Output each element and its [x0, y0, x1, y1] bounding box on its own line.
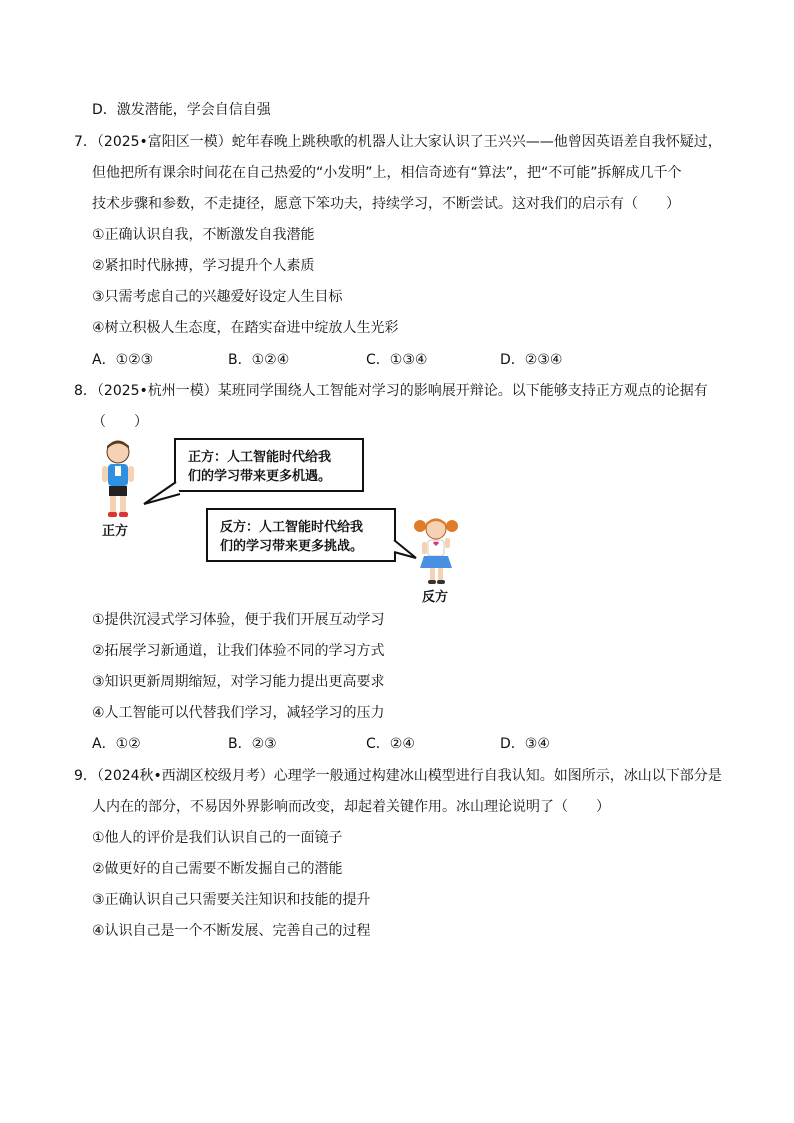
q7-option-c: C．①③④	[366, 352, 428, 368]
pro-label: 正方	[102, 524, 129, 539]
q7-item-4: ④树立积极人生态度，在踏实奋进中绽放人生光彩	[92, 320, 399, 336]
con-bubble-line1: 反方：人工智能时代给我	[220, 520, 364, 535]
q9-item-4: ④认识自己是一个不断发展、完善自己的过程	[92, 923, 371, 939]
q8-option-c: C．②④	[366, 736, 415, 752]
q9-item-2: ②做更好的自己需要不断发掘自己的潜能	[92, 861, 343, 877]
con-label: 反方	[422, 590, 449, 605]
q7-item-3: ③只需考虑自己的兴趣爱好设定人生目标	[92, 289, 343, 305]
q7-stem-line3: 技术步骤和参数，不走捷径，愿意下笨功夫，持续学习，不断尝试。这对我们的启示有（ ）	[92, 196, 680, 212]
q6-option-d: D．激发潜能，学会自信自强	[92, 102, 271, 118]
boy-illustration	[90, 438, 146, 522]
q9-item-1: ①他人的评价是我们认识自己的一面镜子	[92, 830, 343, 846]
q8-item-3: ③知识更新周期缩短，对学习能力提出更高要求	[92, 674, 385, 690]
q7-item-2: ②紧扣时代脉搏，学习提升个人素质	[92, 258, 315, 274]
pro-bubble-tail	[142, 480, 182, 506]
debate-figure	[90, 430, 450, 610]
pro-bubble-line1: 正方：人工智能时代给我	[188, 450, 332, 465]
q8-option-d: D．③④	[500, 736, 550, 752]
girl-illustration	[414, 516, 458, 588]
con-speech-bubble	[206, 508, 396, 562]
q7-option-b: B．①②④	[228, 352, 290, 368]
con-bubble-line2: 们的学习带来更多挑战。	[220, 539, 364, 554]
q7-item-1: ①正确认识自我，不断激发自我潜能	[92, 227, 315, 243]
q8-item-2: ②拓展学习新通道，让我们体验不同的学习方式	[92, 643, 385, 659]
pro-bubble-line2: 们的学习带来更多机遇。	[188, 469, 332, 484]
q7-option-a: A．①②③	[92, 352, 154, 368]
q8-item-4: ④人工智能可以代替我们学习，减轻学习的压力	[92, 705, 385, 721]
q8-stem-line1: 8．（2025•杭州一模）某班同学围绕人工智能对学习的影响展开辩论。以下能够支持正方观点的论据有	[74, 383, 708, 399]
q7-option-d: D．②③④	[500, 352, 563, 368]
q9-stem-line1: 9．（2024秋•西湖区校级月考）心理学一般通过构建冰山模型进行自我认知。如图所示，冰山以下部分是	[74, 768, 722, 784]
q8-option-b: B．②③	[228, 736, 277, 752]
q7-stem-line1: 7．（2025•富阳区一模）蛇年春晚上跳秧歌的机器人让大家认识了王兴兴——他曾因英语差自我怀疑过，	[74, 134, 722, 150]
q8-item-1: ①提供沉浸式学习体验，便于我们开展互动学习	[92, 612, 385, 628]
q8-stem-line2: （ ）	[92, 414, 148, 430]
pro-speech-bubble	[174, 438, 364, 492]
q7-stem-line2: 但他把所有课余时间花在自己热爱的“小发明”上，相信奇迹有“算法”，把“不可能”拆解成几千个	[92, 165, 682, 181]
q9-item-3: ③正确认识自己只需要关注知识和技能的提升	[92, 892, 371, 908]
q8-option-a: A．①②	[92, 736, 141, 752]
q9-stem-line2: 人内在的部分，不易因外界影响而改变，却起着关键作用。冰山理论说明了（ ）	[92, 799, 610, 815]
